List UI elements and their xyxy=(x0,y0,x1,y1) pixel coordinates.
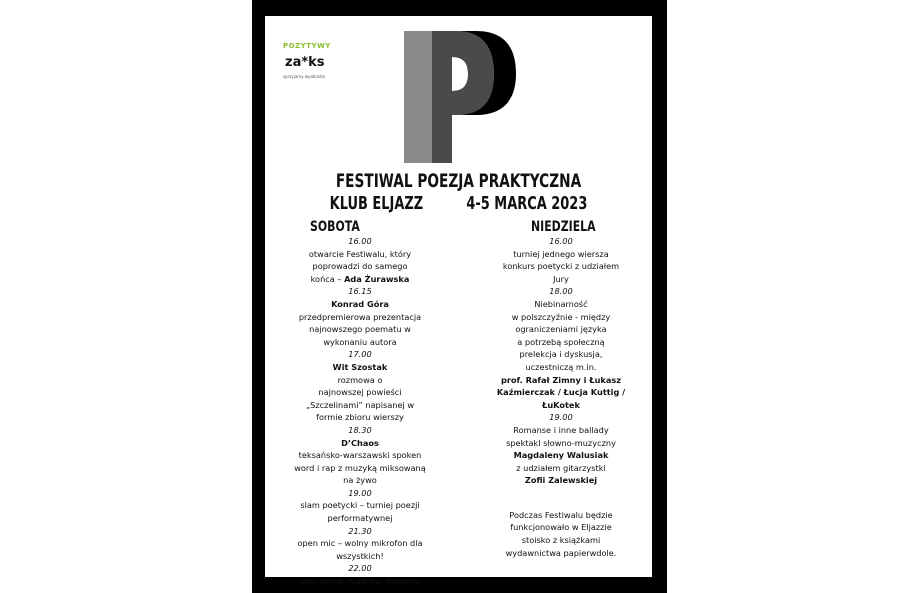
performer-name: D’Chaos xyxy=(341,437,379,448)
schedule-text: open mic – wolny mikrofon dla xyxy=(297,538,423,549)
sunday-heading: NIEDZIELA xyxy=(531,219,596,235)
performer-name: Ada Żurawska xyxy=(344,273,410,284)
schedule-text: Niebinarność xyxy=(534,298,588,309)
poster xyxy=(265,16,652,587)
schedule-text: ograniczeniami języka xyxy=(515,324,607,335)
schedule-text: formie zbioru wierszy xyxy=(316,412,404,423)
zaiks-tagline: sprzyjamy wyobraźni xyxy=(283,74,326,79)
venue-date-line xyxy=(319,193,598,214)
schedule-text: teksańsko-warszawski spoken xyxy=(298,450,422,461)
schedule-text: spektakl słowno-muzyczny xyxy=(506,437,616,448)
performer-name: Kaźmierczak / Łucja Kuttig / xyxy=(496,387,626,398)
saturday-column xyxy=(290,220,430,588)
note-line: stoisko z książkami xyxy=(521,535,601,546)
schedule-text xyxy=(290,273,430,286)
schedule-text: turniej jednego wiersza xyxy=(513,248,609,259)
schedule-text: word i rap z muzyką miksowaną xyxy=(294,462,426,473)
schedule-text: na żywo xyxy=(343,475,377,486)
schedule-text: rozmowa o xyxy=(337,374,383,385)
festival-dates: 4-5 MARCA 2023 xyxy=(466,193,588,214)
schedule-text: najnowszego poematu w xyxy=(309,324,411,335)
schedule-text: performatywnej xyxy=(327,513,393,524)
performer-name: Zofii Zalewskiej xyxy=(524,475,598,486)
schedule-time: 19.00 xyxy=(348,487,372,498)
schedule-time: 18.30 xyxy=(348,424,372,435)
schedule-text: prelekcja i dyskusja, xyxy=(519,349,603,360)
sunday-column xyxy=(486,220,636,559)
sunday-schedule xyxy=(486,235,636,487)
pozytywy-logo: POZYTYWY xyxy=(283,42,331,50)
schedule-text: wykonaniu autora xyxy=(323,336,397,347)
schedule-text: konkurs poetycki z udziałem xyxy=(502,261,620,272)
schedule-text: najnowszej powieści xyxy=(318,387,402,398)
schedule-time: 18.00 xyxy=(549,286,573,297)
schedule-text: „Szczelinami” napisanej w xyxy=(305,399,415,410)
schedule-text: Romanse i inne ballady xyxy=(513,424,609,435)
note-line: Podczas Festiwalu będzie xyxy=(509,509,613,520)
festival-title: FESTIWAL POEZJA PRAKTYCZNA xyxy=(335,170,582,192)
zaiks-logo: za*ks xyxy=(285,55,325,70)
schedule-time: 16.00 xyxy=(348,236,372,246)
big-p-overlap xyxy=(424,31,494,163)
schedule-text: w polszczyźnie - między xyxy=(511,311,611,322)
schedule-text: końca – xyxy=(310,273,345,284)
performer-name: prof. Rafał Zimny i Łukasz xyxy=(500,374,622,385)
note-line: wydawnictwa papierwdole. xyxy=(505,547,617,558)
schedule-text: wszystkich! xyxy=(336,550,384,561)
bookstall-note xyxy=(486,509,636,559)
schedule-time: 16.00 xyxy=(549,236,573,246)
schedule-text: a potrzebą społeczną xyxy=(517,336,605,347)
schedule-text: Jury xyxy=(553,273,569,284)
schedule-text: jam, tańce, hulanka, swawola xyxy=(299,576,421,587)
performer-name: ŁuKotek xyxy=(542,399,580,410)
note-line: funkcjonowało w Eljazzie xyxy=(510,522,612,533)
schedule-time: 19.00 xyxy=(549,412,573,423)
schedule-text: poprowadzi do samego xyxy=(312,261,408,272)
venue-name: KLUB ELJAZZ xyxy=(329,193,424,214)
schedule-text: przedpremierowa prezentacja xyxy=(298,311,422,322)
saturday-heading: SOBOTA xyxy=(310,219,360,235)
schedule-text: slam poetycki – turniej poezji xyxy=(300,500,420,511)
saturday-schedule xyxy=(290,235,430,588)
performer-name: Magdaleny Walusiak xyxy=(513,450,609,461)
schedule-time: 16.15 xyxy=(348,286,372,297)
schedule-text: z udziałem gitarzystki xyxy=(516,462,606,473)
schedule-time: 17.00 xyxy=(348,349,372,360)
schedule-time: 22.00 xyxy=(348,563,372,574)
schedule-text: otwarcie Festiwalu, który xyxy=(308,248,412,259)
performer-name: Wit Szostak xyxy=(332,361,388,372)
big-p-graphic xyxy=(404,29,520,164)
schedule-text: uczestniczą m.in. xyxy=(525,361,597,372)
performer-name: Konrad Góra xyxy=(331,298,389,309)
schedule-time: 21.30 xyxy=(348,525,372,536)
